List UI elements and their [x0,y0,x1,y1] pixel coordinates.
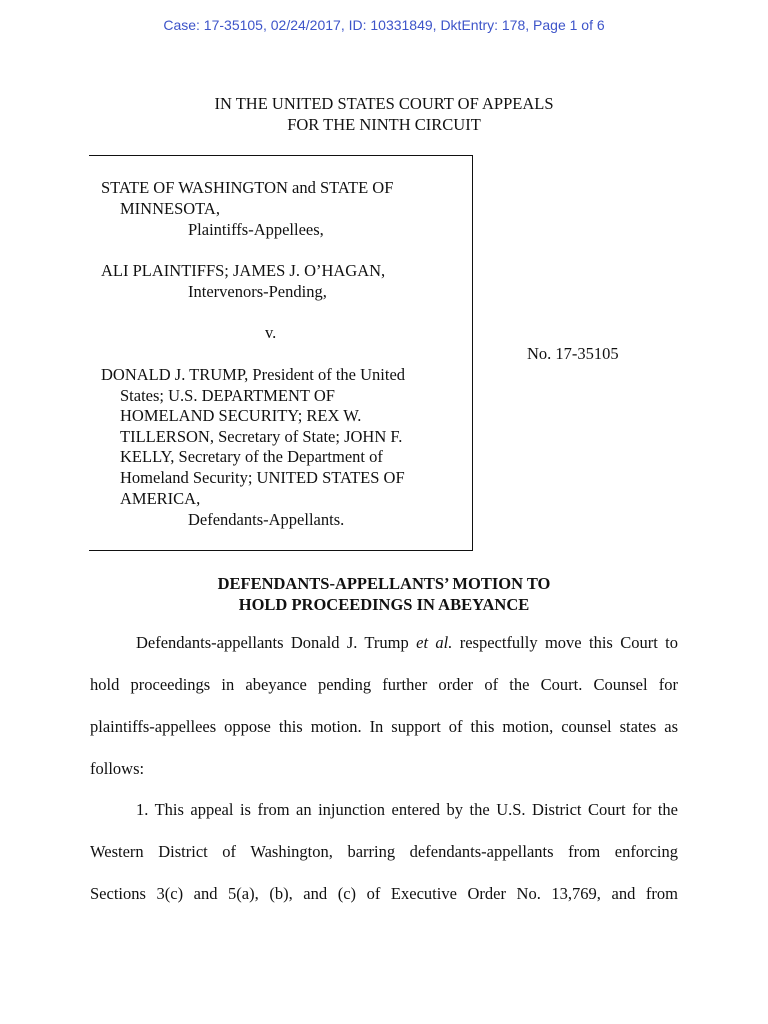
caption-intervenors-role: Intervenors-Pending, [188,282,327,301]
paragraph-1-line-1-text-a: Defendants-appellants Donald J. Trump [136,633,417,652]
caption-defendants-role: Defendants-Appellants. [188,510,345,529]
case-number: No. 17-35105 [527,344,619,363]
caption-defendants-line-6: Homeland Security; UNITED STATES OF [120,468,405,487]
caption-defendants-line-2: States; U.S. DEPARTMENT OF [120,386,335,405]
motion-title-line-2: HOLD PROCEEDINGS IN ABEYANCE [238,595,530,614]
paragraph-2-line-1: 1. This appeal is from an injunction entered by the U.S. District Court for the [136,800,678,819]
court-heading [0,93,768,135]
caption-intervenors-line-1: ALI PLAINTIFFS; JAMES J. O’HAGAN, [101,261,386,280]
caption-plaintiffs-role: Plaintiffs-Appellees, [188,220,324,239]
paragraph-1-line-1-italic: et al. [416,633,453,652]
caption-defendants-line-3: HOMELAND SECURITY; REX W. [120,406,362,425]
caption-defendants-line-1: DONALD J. TRUMP, President of the United [101,365,406,384]
caption-defendants-line-5: KELLY, Secretary of the Department of [120,447,383,466]
caption-defendants-line-4: TILLERSON, Secretary of State; JOHN F. [120,427,403,446]
caption-defendants-line-7: AMERICA, [120,489,201,508]
caption-plaintiffs-line-1: STATE OF WASHINGTON and STATE OF [101,178,394,197]
paragraph-1-line-1-text-b: respectfully move this Court to [452,633,678,652]
paragraph-2-line-2: Western District of Washington, barring defendants-appellants from enforcing [90,842,678,861]
motion-title [0,573,768,615]
motion-title-line-1: DEFENDANTS-APPELLANTS’ MOTION TO [217,574,551,593]
caption-plaintiffs-line-2: MINNESOTA, [120,199,220,218]
docket-header-stamp: Case: 17-35105, 02/24/2017, ID: 10331849, DktEntry: 178, Page 1 of 6 [163,17,605,33]
caption-versus: v. [265,323,277,342]
paragraph-2-line-3: Sections 3(c) and 5(a), (b), and (c) of Executive Order No. 13,769, and from [90,884,678,903]
paragraph-1-line-4: follows: [90,759,145,778]
paragraph-1-line-3: plaintiffs-appellees oppose this motion. In support of this motion, counsel states as [90,717,678,736]
paragraph-1-line-2: hold proceedings in abeyance pending further order of the Court. Counsel for [90,675,678,694]
paragraph-1-line-1 [90,632,678,654]
court-heading-line-1: IN THE UNITED STATES COURT OF APPEALS [214,94,554,113]
court-heading-line-2: FOR THE NINTH CIRCUIT [287,115,481,134]
